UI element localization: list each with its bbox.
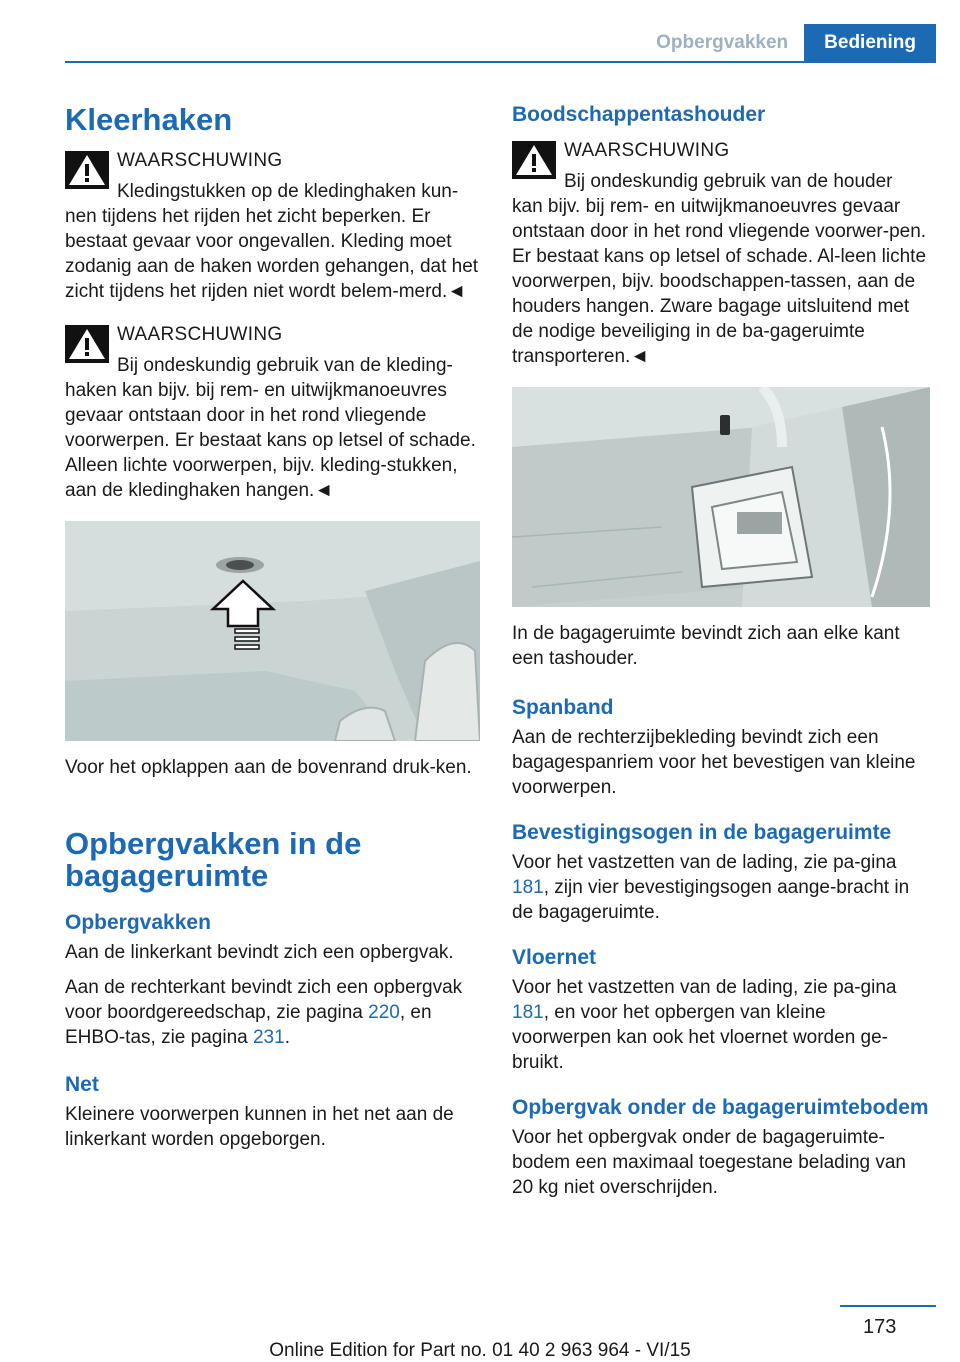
luggage-compartment-illustration bbox=[512, 387, 930, 607]
warning-block-2 bbox=[65, 322, 480, 503]
warning-label: WAARSCHUWING bbox=[117, 150, 283, 171]
opbergvak-title: Opbergvak onder de bagageruimtebodem bbox=[512, 1096, 929, 1119]
warning-text: nen tijdens het rijden het zicht beperken. Er bestaat gevaar voor ongevallen. Kleding moet zodanig aan de haken worden gehangen, dat het zicht tijdens het rijden niet wordt belem-merd.◄ bbox=[65, 206, 479, 302]
page-link-181[interactable]: 181 bbox=[512, 877, 544, 898]
chapter-tab[interactable]: Bediening bbox=[804, 24, 936, 61]
warning-block-1 bbox=[65, 148, 480, 304]
hook-caption: Voor het opklappen aan de bovenrand druk-ken. bbox=[65, 757, 472, 778]
page-link-231[interactable]: 231 bbox=[252, 1027, 285, 1048]
tashouder-caption: In de bagageruimte bevindt zich aan elke kant een tashouder. bbox=[512, 623, 900, 669]
bevestigingsogen-title: Bevestigingsogen in de bagageruimte bbox=[512, 821, 892, 844]
storage-section-title: Opbergvakken in de bagageruimte bbox=[65, 826, 362, 893]
net-text: Kleinere voorwerpen kunnen in het net aan de linkerkant worden opgeborgen. bbox=[65, 1104, 454, 1150]
page-number: 173 bbox=[863, 1316, 897, 1338]
right-column bbox=[512, 100, 930, 1210]
tashouder-title: Boodschappentashouder bbox=[512, 103, 766, 126]
kleerhaken-title: Kleerhaken bbox=[65, 102, 233, 137]
header-tabs bbox=[640, 24, 936, 61]
warning-text: kan bijv. bij rem- en uitwijkmanoeuvres gevaar ontstaan door in het rond vliegende voorwer-pen. Er bestaat kans op letsel of schade. Al-leen lichte voorwerpen, bijv. boodschappen-tassen, aan de houders hangen. Zware bagage uitsluitend met de nodige beveiliging in de ba-gageruimte transporteren.◄ bbox=[512, 196, 927, 367]
warning-triangle-icon bbox=[65, 325, 109, 363]
bevestigingsogen-text: Voor het vastzetten van de lading, zie pa-gina 181, zijn vier bevestigingsogen aange-bracht in de bagageruimte. bbox=[512, 852, 910, 923]
page-link-220[interactable]: 220 bbox=[368, 1002, 400, 1023]
opbergvak-text: Voor het opbergvak onder de bagageruimte-bodem een maximaal toegestane belading van 20 kg niet overschrijden. bbox=[512, 1127, 906, 1198]
vloernet-title: Vloernet bbox=[512, 946, 597, 969]
warning-block-3 bbox=[512, 138, 930, 369]
warning-triangle-icon bbox=[512, 141, 556, 179]
warning-text-first: Bij ondeskundig gebruik van de kleding- bbox=[117, 355, 453, 376]
warning-label: WAARSCHUWING bbox=[564, 140, 730, 161]
spanband-title: Spanband bbox=[512, 696, 614, 719]
spanband-text: Aan de rechterzijbekleding bevindt zich een bagagespanriem voor het bevestigen van kleine voorwerpen. bbox=[512, 727, 916, 798]
warning-text: haken kan bijv. bij rem- en uitwijkmanoeuvres gevaar ontstaan door in het rond vliegende voorwerpen. Er bestaat kans op letsel of schade. Alleen lichte voorwerpen, bijv. kleding-stukken, aan de kledinghaken hangen.◄ bbox=[65, 380, 476, 501]
warning-triangle-icon bbox=[65, 151, 109, 189]
left-column bbox=[65, 100, 480, 1162]
footer-rule bbox=[840, 1305, 936, 1307]
opbergvakken-title: Opbergvakken bbox=[65, 911, 211, 934]
edition-footer: Online Edition for Part no. 01 40 2 963 964 - VI/15 bbox=[269, 1340, 691, 1361]
net-title: Net bbox=[65, 1073, 99, 1096]
vloernet-text: Voor het vastzetten van de lading, zie pa-gina 181, en voor het opbergen van kleine voorwerpen kan ook het vloernet worden ge-bruikt. bbox=[512, 977, 897, 1073]
page-link-181[interactable]: 181 bbox=[512, 1002, 544, 1023]
opbergvakken-text-2: Aan de rechterkant bevindt zich een opbergvak voor boordgereedschap, zie pagina 220, en EHBO-tas, zie pagina 231. bbox=[65, 977, 463, 1048]
warning-label: WAARSCHUWING bbox=[117, 324, 283, 345]
opbergvakken-text-1: Aan de linkerkant bevindt zich een opbergvak. bbox=[65, 942, 454, 963]
section-tab[interactable]: Opbergvakken bbox=[640, 24, 804, 61]
warning-text-first: Bij ondeskundig gebruik van de houder bbox=[564, 171, 893, 192]
warning-text-first: Kledingstukken op de kledinghaken kun- bbox=[117, 181, 459, 202]
coat-hook-illustration bbox=[65, 521, 480, 741]
header-rule bbox=[65, 61, 936, 63]
